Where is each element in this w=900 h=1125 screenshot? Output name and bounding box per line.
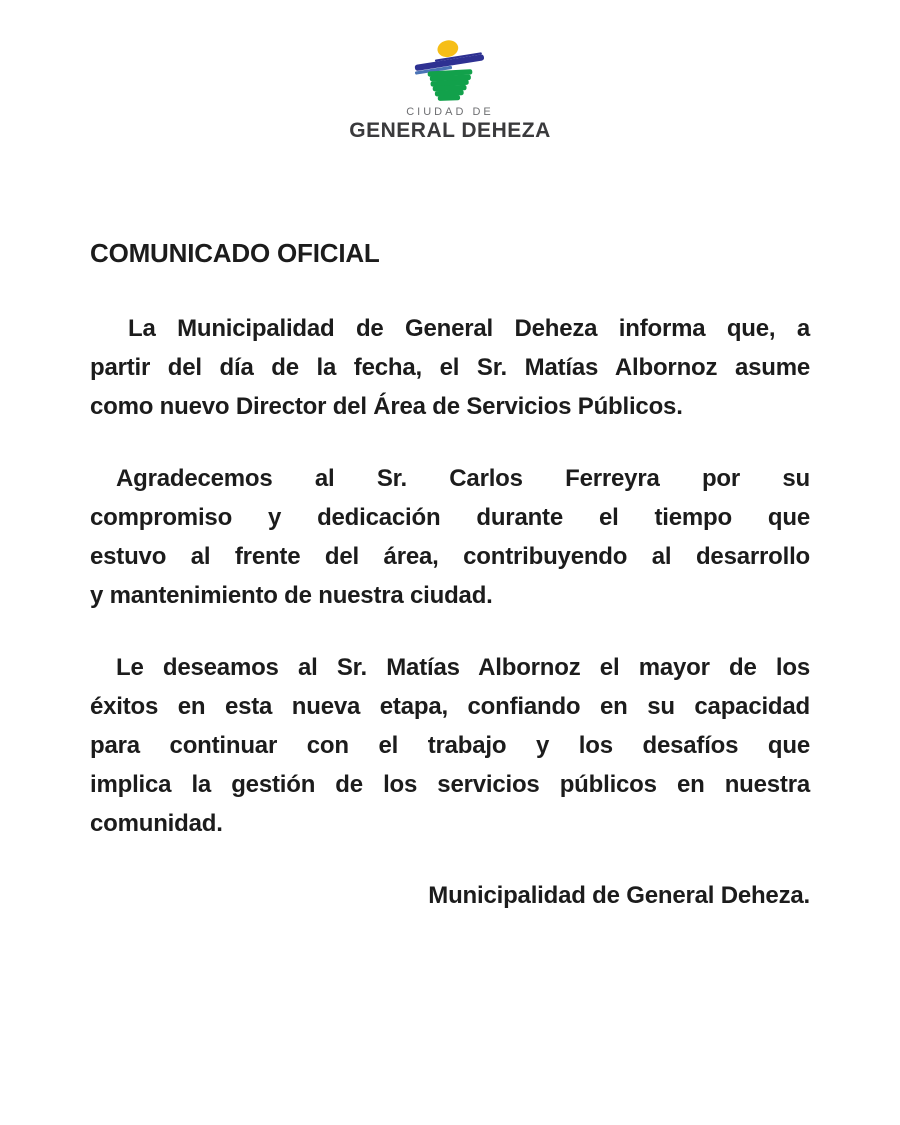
text-line: Le deseamos al Sr. Matías Albornoz el mayor de los [116,654,810,681]
text-line: como nuevo Director del Área de Servicios Públicos. [90,393,683,420]
paragraph-announcement [90,309,810,426]
communique-content [0,237,900,915]
paragraph-wishes [90,648,810,843]
text-line: y mantenimiento de nuestra ciudad. [90,582,493,609]
text-line: La Municipalidad de General Deheza informa que, a [128,315,810,342]
text-line: compromiso y dedicación durante el tiempo que [90,504,810,531]
logo-city-name: GENERAL DEHEZA [349,119,551,142]
text-line: partir del día de la fecha, el Sr. Matías Albornoz asume [90,354,810,381]
city-logo [0,0,900,143]
text-line: Agradecemos al Sr. Carlos Ferreyra por su [116,465,810,492]
sun-icon [436,40,460,59]
text-line: éxitos en esta nueva etapa, confiando en su capacidad [90,693,810,720]
brush-body-green-icon [428,69,473,101]
logo-city-label: CIUDAD DE [406,106,494,118]
city-logo-icon [414,40,486,102]
text-line: estuvo al frente del área, contribuyendo al desarrollo [90,543,810,570]
text-line: implica la gestión de los servicios públicos en nuestra [90,771,810,798]
text-line: comunidad. [90,810,223,837]
text-line: para continuar con el trabajo y los desafíos que [90,732,810,759]
paragraph-thanks [90,459,810,615]
communique-title: COMUNICADO OFICIAL [90,238,380,268]
signature: Municipalidad de General Deheza. [428,882,810,909]
